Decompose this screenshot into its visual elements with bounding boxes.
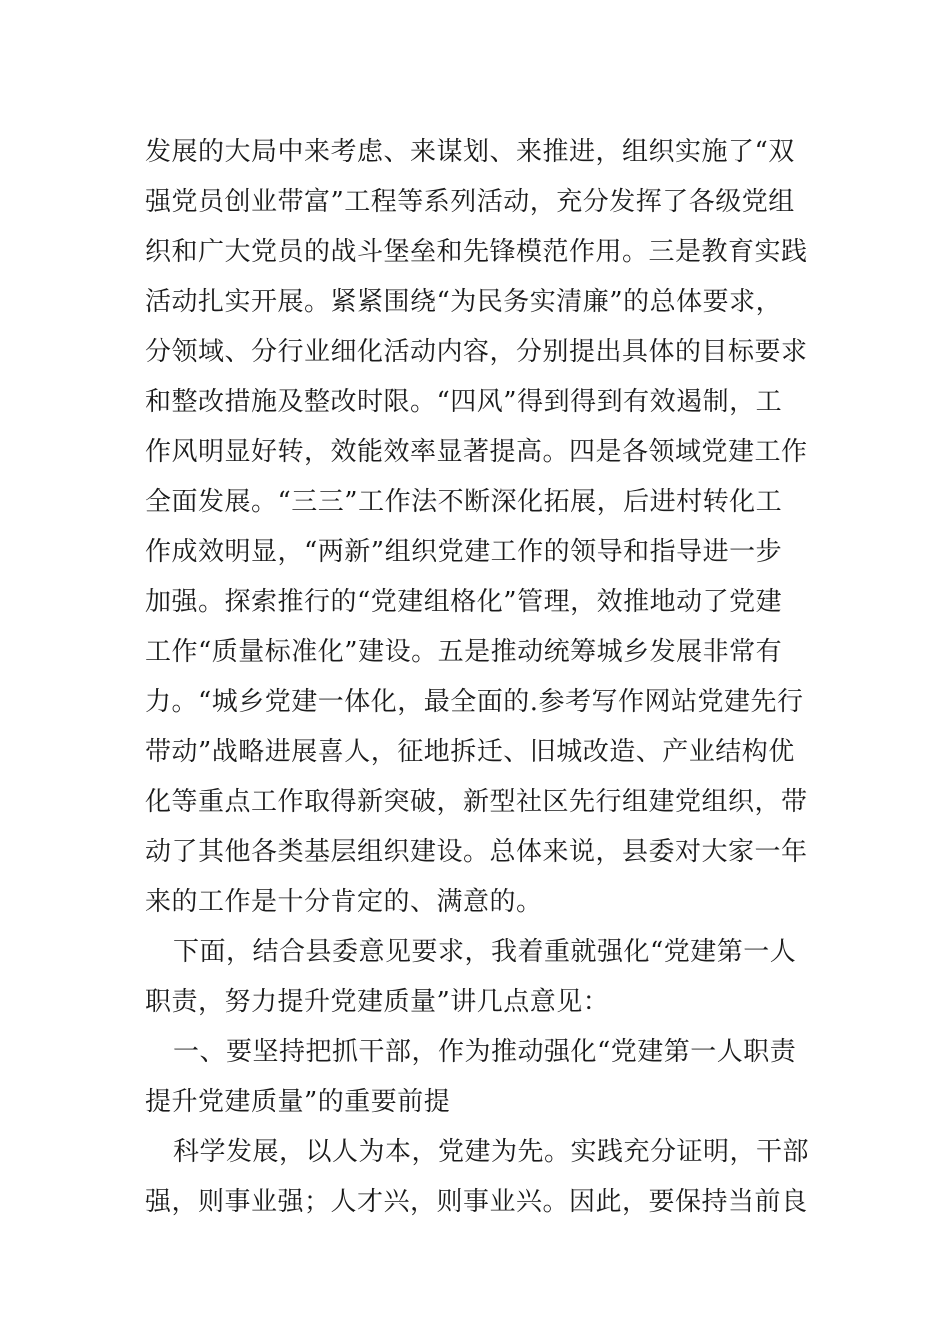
paragraph-start-line: 下面，结合县委意见要求，我着重就强化“党建第一人: [173, 937, 797, 967]
text-line: 分领域、分行业细化活动内容，分别提出具体的目标要求: [145, 337, 808, 367]
text-line: 强，则事业强；人才兴，则事业兴。因此，要保持当前良: [145, 1187, 808, 1217]
text-line: 作成效明显，“两新”组织党建工作的领导和指导进一步: [145, 537, 783, 567]
text-line: 作风明显好转，效能效率显著提高。四是各领域党建工作: [145, 437, 808, 467]
text-line: 力。“城乡党建一体化，最全面的.参考写作网站党建先行: [145, 687, 804, 717]
text-line: 来的工作是十分肯定的、满意的。: [145, 887, 543, 917]
text-line: 强党员创业带富”工程等系列活动，充分发挥了各级党组: [145, 187, 795, 217]
text-line: 工作“质量标准化”建设。五是推动统筹城乡发展非常有: [145, 637, 783, 667]
text-line: 活动扎实开展。紧紧围绕“为民务实清廉”的总体要求，: [145, 287, 783, 317]
document-body: [145, 127, 810, 1227]
text-line: 加强。探索推行的“党建组格化”管理，效推地动了党建: [145, 587, 783, 617]
text-line: 和整改措施及整改时限。“四风”得到得到有效遏制，工: [145, 387, 783, 417]
section-heading-line: 提升党建质量”的重要前提: [145, 1087, 451, 1117]
text-line: 职责，努力提升党建质量”讲几点意见：: [145, 987, 610, 1017]
text-line: 发展的大局中来考虑、来谋划、来推进，组织实施了“双: [145, 137, 795, 167]
text-line: 带动”战略进展喜人，征地拆迁、旧城改造、产业结构优: [145, 737, 795, 767]
text-line: 化等重点工作取得新突破，新型社区先行组建党组织，带: [145, 787, 808, 817]
section-heading-line: 一、要坚持把抓干部，作为推动强化“党建第一人职责: [173, 1037, 797, 1067]
text-line: 全面发展。“三三”工作法不断深化拓展，后进村转化工: [145, 487, 783, 517]
text-line: 织和广大党员的战斗堡垒和先锋模范作用。三是教育实践: [145, 237, 808, 267]
paragraph-start-line: 科学发展，以人为本，党建为先。实践充分证明，干部: [173, 1137, 810, 1167]
text-line: 动了其他各类基层组织建设。总体来说，县委对大家一年: [145, 837, 808, 867]
